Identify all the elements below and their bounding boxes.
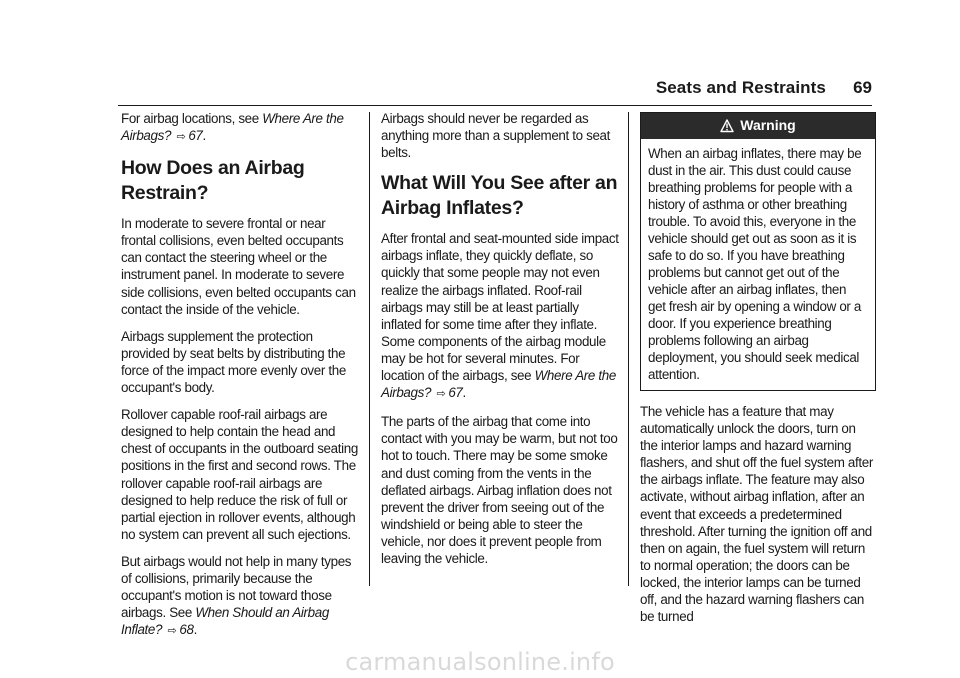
page-ref-arrow-icon: ⇨ xyxy=(176,131,186,144)
link-when-should-airbag-inflate[interactable]: When Should an Airbag Inflate? xyxy=(121,605,329,638)
warning-label: Warning xyxy=(740,117,796,134)
page-ref-arrow-icon: ⇨ xyxy=(167,625,177,638)
paragraph: Airbags supplement the protection provided by seat belts by distributing the force of the impact more evenly over the occupant's body. xyxy=(121,328,346,396)
paragraph xyxy=(121,553,361,640)
paragraph: Airbags should never be regarded as anything more than a supplement to seat belts. xyxy=(381,111,611,161)
page-link-67[interactable]: 67 xyxy=(448,385,463,401)
intro-paragraph xyxy=(121,110,361,146)
heading-how-does-airbag-restrain: How Does an Airbag Restrain? xyxy=(121,157,305,205)
page-link-68[interactable]: 68 xyxy=(179,622,194,638)
column-2 xyxy=(381,110,621,577)
column-1 xyxy=(121,110,361,650)
paragraph xyxy=(381,230,621,403)
section-title: Seats and Restraints xyxy=(655,78,826,97)
paragraph: The parts of the airbag that come into contact with you may be warm, but not too hot to touch. There may be some smoke and dust coming from the vents in the deflated airbags. Airbag inflation does not prevent the driver from seeing out of the windshield or being able to steer the vehicle, nor does it prevent people from leaving the vehicle. xyxy=(381,414,618,566)
paragraph-text: After frontal and seat-mounted side impact airbags inflate, they quickly deflate, so quickly that some people may not even realize the airbags inflated. Roof-rail airbags may still be at least partially inflated for some time after they inflate. Some components of the airbag module may be hot for several minutes. For location of the airbags, see xyxy=(381,231,619,384)
paragraph-text: But airbags would not help in many types of collisions, primarily because the occupant's motion is not toward those airbags. See xyxy=(121,553,352,621)
paragraph: In moderate to severe frontal or near frontal collisions, even belted occupants can contact the steering wheel or the instrument panel. In moderate to severe side collisions, even belted occupants can contact the inside of the vehicle. xyxy=(121,216,356,317)
header-rule xyxy=(118,105,872,106)
link-where-are-the-airbags[interactable]: Where Are the Airbags? xyxy=(381,368,616,401)
paragraph-suffix: . xyxy=(462,385,466,401)
page-link-67[interactable]: 67 xyxy=(188,128,203,144)
warning-triangle-icon xyxy=(720,119,734,133)
column-3 xyxy=(640,110,876,635)
heading-what-will-you-see: What Will You See after an Airbag Inflates? xyxy=(381,172,618,220)
paragraph: The vehicle has a feature that may automatically unlock the doors, turn on the interior lamps and hazard warning flashers, and shut off the fuel system after the airbags inflate. The feature may also activate, without airbag inflation, after an event that exceeds a predetermined threshold. After turning the ignition off and then on again, the fuel system will return to normal operation; the doors can be locked, the interior lamps can be turned off, and the hazard warning flashers can be turned xyxy=(640,404,873,625)
column-divider-2 xyxy=(628,112,629,586)
link-where-are-the-airbags[interactable]: Where Are the Airbags? xyxy=(121,111,344,144)
intro-text: For airbag locations, see xyxy=(121,111,263,126)
column-divider-1 xyxy=(369,112,370,586)
watermark: carmanualsonline.info xyxy=(345,648,615,676)
warning-text: When an airbag inflates, there may be dust in the air. This dust could cause breathing problems for people with a history of asthma or other breathing trouble. To avoid this, everyone in the vehicle should get out as soon as it is safe to do so. If you have breathing problems but cannot get out of the vehicle after an airbag inflates, then get fresh air by opening a window or a door. If you experience breathing problems following an airbag deployment, you should seek medical attention. xyxy=(648,146,862,382)
intro-suffix: . xyxy=(202,128,206,144)
warning-header xyxy=(641,113,875,139)
page-ref-arrow-icon: ⇨ xyxy=(436,388,446,401)
page-header xyxy=(0,78,960,108)
page-number: 69 xyxy=(853,78,872,97)
paragraph-suffix: . xyxy=(193,622,197,638)
warning-box xyxy=(640,112,876,391)
paragraph: Rollover capable roof-rail airbags are designed to help contain the head and chest of occupants in the outboard seating positions in the first and second rows. The rollover capable roof-rail airbags are designed to help reduce the risk of full or partial ejection in rollover events, although no system can prevent all such ejections. xyxy=(121,407,358,542)
